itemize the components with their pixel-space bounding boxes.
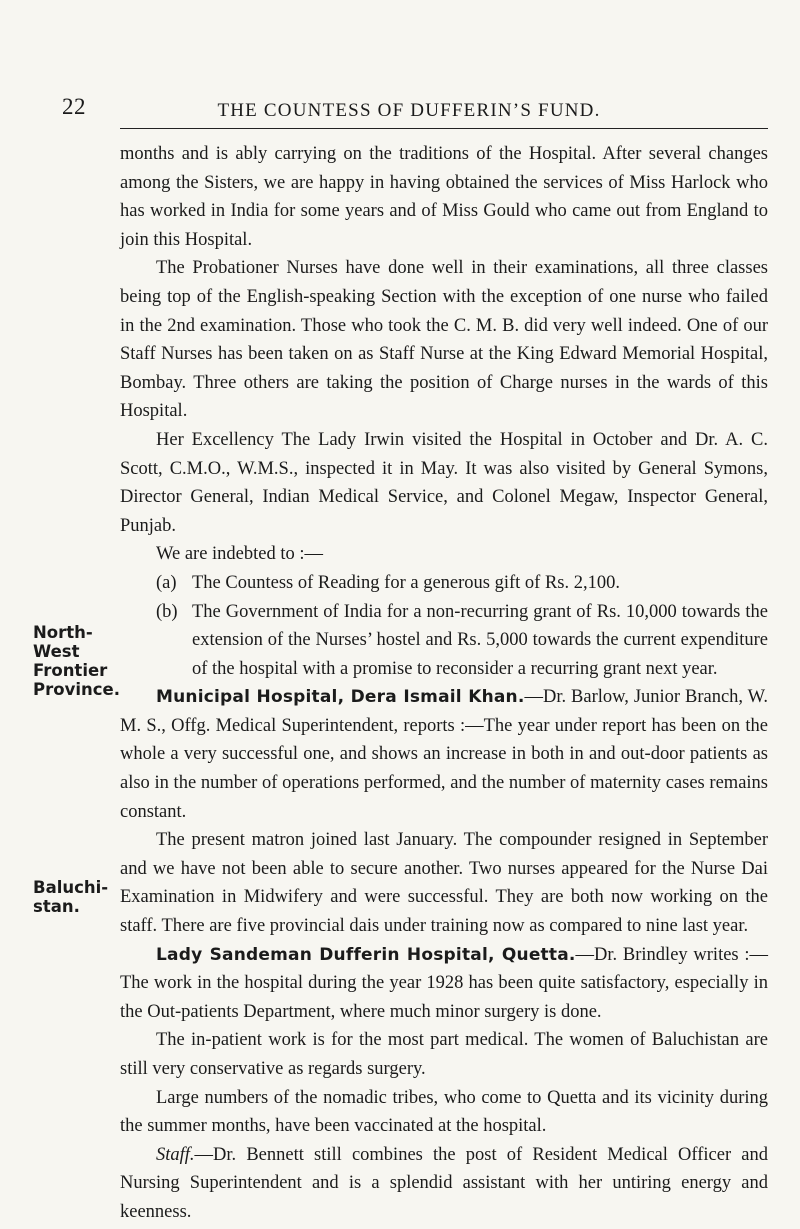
section-heading: Lady Sandeman Dufferin Hospital, Quetta. [156,944,576,965]
list-label: (b) [156,601,178,622]
paragraph: The Probationer Nurses have done well in their examinations, all three classes being top of the English-speaking Section with the exception of one nurse who failed in the 2nd examination. Those who took the C. M. B. did very well indeed. One of our Staff Nurses has been taken on as Staff Nurse at the King Edward Memorial Hospital, Bombay. Three others are taking the position of Charge nurses in the wards of this Hospital. [120,258,768,422]
paragraph [120,1141,768,1227]
paragraph-text: —Dr. Barlow, Junior Branch, W. M. S., Offg. Medical Superintendent, reports :—The year under report has been on the whole a very successful one, and shows an increase in both in and out-door patients as also in the number of operations performed, and the number of maternity cases remains constant. [120,687,768,822]
paragraph [120,683,768,826]
subheading: Staff. [156,1144,195,1165]
sidenote-line: North- [33,623,93,642]
list-item [120,598,768,684]
sidenote-line: West [33,642,80,661]
sidenote-line: Frontier [33,661,108,680]
indebted-list [120,569,768,683]
sidenote-line: Baluchi- [33,878,109,897]
running-title: THE COUNTESS OF DUFFERIN’S FUND. [217,100,601,121]
page-number: 22 [62,94,86,119]
list-label: (a) [156,572,177,593]
paragraph: We are indebted to :— [156,544,324,565]
sidenote-line: Province. [33,680,120,699]
list-text: The Government of India for a non-recurring grant of Rs. 10,000 towards the extension of the Nurses’ hostel and Rs. 5,000 towards the current expenditure of the hospital with a promise to reconsider a recurring grant next year. [192,601,768,679]
sidenote-baluchistan [33,878,108,916]
paragraph: Large numbers of the nomadic tribes, who come to Quetta and its vicinity during the summer months, have been vaccinated at the hospital. [120,1087,768,1137]
paragraph: The in-patient work is for the most part medical. The women of Baluchistan are still very conservative as regards surgery. [120,1030,768,1079]
paragraph: Her Excellency The Lady Irwin visited the Hospital in October and Dr. A. C. Scott, C.M.O., W.M.S., inspected it in May. It was also visited by General Symons, Director General, Indian Medical Service, and Colonel Megaw, Inspector General, Punjab. [120,429,768,536]
sidenote-line: stan. [33,897,80,916]
paragraph-text: —Dr. Brindley writes :— The work in the hospital during the year 1928 has been quite satisfactory, especially in the Out-patients Department, where much minor surgery is done. [120,944,769,1022]
paragraph: The present matron joined last January. The compounder resigned in September and we have not been able to secure another. Two nurses appeared for the Nurse Dai Examination in Midwifery and were successful. They are both now working on the staff. There are five provincial dais under training now as compared to nine last year. [120,830,768,937]
section-heading: Municipal Hospital, Dera Ismail Khan. [156,687,525,708]
paragraph-text: —Dr. Bennett still combines the post of Resident Medical Officer and Nursing Superintendent and is a splendid assistant with her untiring energy and keenness. [120,1144,768,1222]
list-text: The Countess of Reading for a generous gift of Rs. 2,100. [192,572,620,593]
paragraph: months and is ably carrying on the traditions of the Hospital. After several changes among the Sisters, we are happy in having obtained the services of Miss Harlock who has worked in India for some years and of Miss Gould who came out from England to join this Hospital. [120,144,768,250]
body-text [120,140,768,1227]
paragraph [120,941,768,1027]
list-item [120,569,768,598]
header-rule [120,128,768,129]
sidenote-north-west-frontier-province [33,623,120,699]
